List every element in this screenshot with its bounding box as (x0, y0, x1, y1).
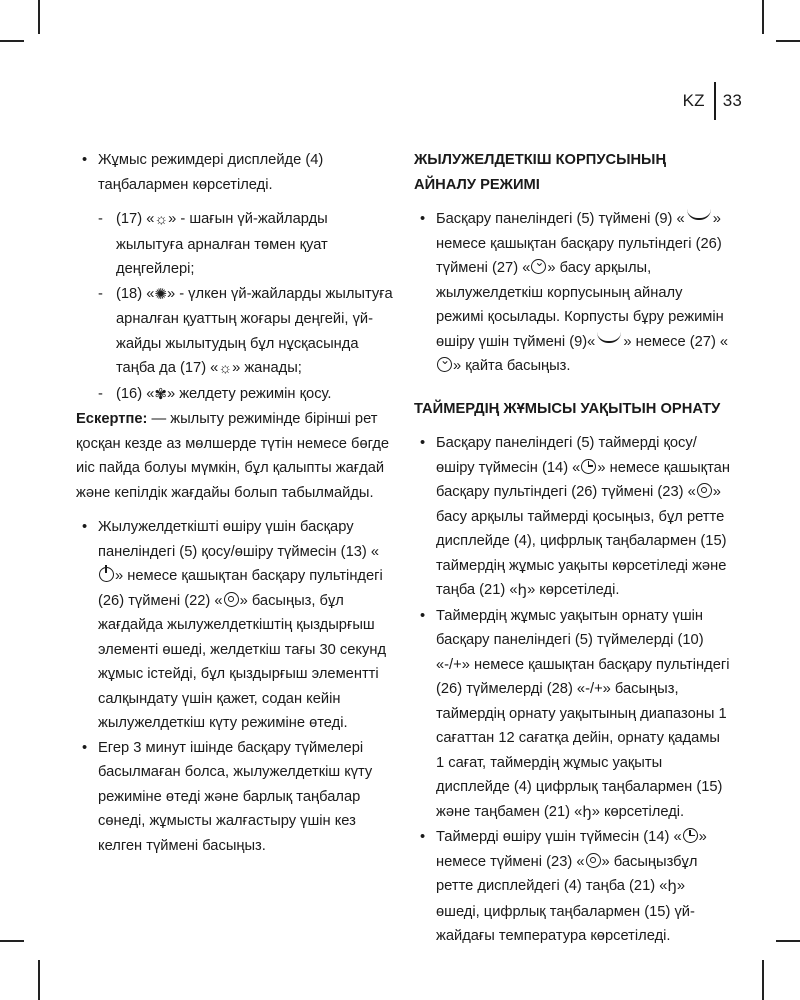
timer-icon (581, 459, 596, 474)
text-run: Басқару панеліндегі (5) таймерді қосу/өшіру түймесін (14) « (436, 435, 697, 476)
paragraph-text (98, 515, 394, 736)
crop-mark (762, 0, 764, 34)
bullet-mark: • (420, 211, 426, 227)
section-heading: ТАЙМЕРДІҢ ЖҰМЫСЫ УАҚЫТЫН ОРНАТУ (414, 400, 721, 417)
rotation-arc-icon (687, 209, 711, 220)
bullet-mark: • (420, 435, 426, 451)
text-run: » басыңыз, бұл жағдайда жылужелдеткіштің қыздырғыш элементі өшеді, желдеткіш тағы 30 секунд жұмыс істейді, бұл қыздырғыш элементті салқындату үшін қажет, содан кейін жылужелдеткіш күту режиміне өтеді. (98, 592, 387, 731)
sun-small-icon: ☼ (218, 360, 233, 377)
paragraph-text: Жұмыс режимдері дисплейде (4) таңбалармен көрсетіледі. (98, 152, 324, 193)
text-run: » желдету режимін қосу. (166, 385, 332, 402)
text-run: » немесе қашықтан басқару пультіндегі (26) түймені (23) « (436, 459, 730, 500)
language-code: KZ (682, 91, 705, 110)
list-item (414, 207, 730, 379)
crop-mark (38, 0, 40, 34)
text-run: » немесе қашықтан басқару пультіндегі (26) түймені (27) « (436, 211, 722, 276)
dash-mark: - (98, 285, 103, 302)
note-label: Ескертпе: (76, 411, 148, 427)
section-heading: ЖЫЛУЖЕЛДЕТКІШ КОРПУСЫНЫҢ АЙНАЛУ РЕЖИМІ (414, 152, 667, 193)
rotation-icon (531, 259, 546, 274)
paragraph-text: Егер 3 минут ішінде басқару түймелері басылмаған болса, жылужелдеткіш күту режиміне өтеді және барлық таңбалар сөнеді, жұмысты жалғастыру үшін кез келген түймені басыңыз. (98, 739, 373, 854)
paragraph-text (436, 825, 730, 949)
crop-mark (0, 940, 24, 942)
rotation-arc-icon (597, 332, 621, 343)
text-run: Басқару панеліндегі (5) түймені (9) « (436, 211, 685, 227)
crop-mark (776, 940, 800, 942)
text-run: (16) « (116, 385, 155, 402)
power-icon (99, 567, 114, 582)
text-run: » - үлкен үй-жайларды жылытуға арналған қуаттың жоғары деңгейі, үй-жайды жылытудың бұл нұсқасында таңба да (17) « (116, 285, 393, 376)
paragraph-text (436, 604, 730, 826)
text-run: » немесе (27) « (623, 333, 729, 350)
dash-mark: - (98, 211, 103, 227)
paragraph-text (116, 207, 394, 282)
text-run: » басу арқылы, жылужелдеткіш корпусының айналу режимі қосылады. Корпусты бұру режимін өшіру үшін түймені (9)« (436, 260, 724, 350)
bullet-mark: • (82, 739, 88, 756)
right-column (414, 148, 730, 949)
note-paragraph (76, 407, 394, 505)
remote-button-icon (224, 592, 239, 607)
fan-icon: ✾ (154, 385, 167, 403)
text-run: » немесе түймені (23) « (436, 829, 707, 870)
text-run: Таймердің жұмыс уақытын орнату үшін басқару панеліндегі (5) түймелерді (10) «-/+» немесе қашықтан басқару пультіндегі (26) түймелерді (28) «-/+» басыңыз, таймердің орнату уақытының диапазоны 1 сағаттан 12 сағатқа дейін, орнату қадамы 1 сағат, таймердің жұмыс уақыты дисплейде (4) цифрлық таңбалармен (15) және таңбамен (21) « (436, 607, 730, 820)
remote-button-icon (697, 483, 712, 498)
left-column (76, 148, 394, 858)
rotation-icon (437, 357, 452, 372)
text-run: (17) « (116, 211, 155, 227)
text-run: » немесе қашықтан басқару пультіндегі (26) түймені (22) « (98, 568, 383, 609)
crop-mark (38, 960, 40, 1000)
text-run: » басыңызбұл ретте дисплейдегі (4) таңба (21) « (436, 853, 698, 894)
timer-icon (683, 828, 698, 843)
crop-mark (0, 40, 24, 42)
list-item (76, 207, 394, 282)
hand-icon: ꜧ (517, 582, 528, 599)
hand-icon: ꜧ (582, 803, 592, 821)
paragraph-text (116, 282, 394, 382)
text-run: Таймерді өшіру үшін түймесін (14) « (436, 829, 682, 845)
page-header (683, 86, 742, 116)
list-item (76, 282, 394, 382)
text-run: Жылужелдеткішті өшіру үшін басқару панеліндегі (5) қосу/өшіру түймесін (13) « (98, 519, 380, 560)
list-item (76, 736, 394, 859)
text-run: » жанады; (232, 360, 302, 376)
page-number: 33 (722, 91, 742, 110)
list-item (414, 604, 730, 826)
text-run: » көрсетіледі. (591, 803, 685, 820)
remote-button-icon (586, 853, 601, 868)
text-run: (18) « (116, 285, 155, 302)
list-item (414, 825, 730, 949)
bullet-mark: • (82, 152, 88, 168)
note-text: — жылыту режимінде бірінші рет қосқан кезде аз мөлшерде түтін немесе бөгде иіс пайда болуы мүмкін, бұл қалыпты жағдай және кепілдік жағдайы болып табылмайды. (76, 411, 390, 501)
sun-large-icon: ✺ (154, 285, 167, 303)
sun-small-icon: ☼ (154, 211, 169, 228)
text-run: » қайта басыңыз. (453, 358, 571, 374)
text-run: » көрсетіледі. (527, 582, 620, 598)
text-run: » - шағын үй-жайларды жылытуға арналған төмен қуат деңгейлері; (116, 211, 328, 277)
paragraph-text (116, 382, 394, 408)
hand-icon: ꜧ (667, 878, 677, 895)
bullet-mark: • (420, 607, 426, 624)
text-run: » өшеді, цифрлық таңбалармен (15) үй-жайдағы температура көрсетіледі. (436, 878, 695, 944)
list-item (76, 148, 394, 197)
paragraph-text (436, 431, 730, 604)
crop-mark (762, 960, 764, 1000)
list-item (414, 431, 730, 604)
list-item (76, 382, 394, 408)
bullet-mark: • (82, 519, 88, 535)
dash-mark: - (98, 385, 103, 402)
bullet-mark: • (420, 829, 426, 845)
list-item (76, 515, 394, 736)
crop-mark (776, 40, 800, 42)
text-run: » басу арқылы таймерді қосыңыз, бұл ретте дисплейде (4), цифрлық таңбалармен (15) таймердің жұмыс уақыты көрсетіледі және таңба (21) « (436, 484, 727, 598)
paragraph-text (436, 207, 730, 379)
